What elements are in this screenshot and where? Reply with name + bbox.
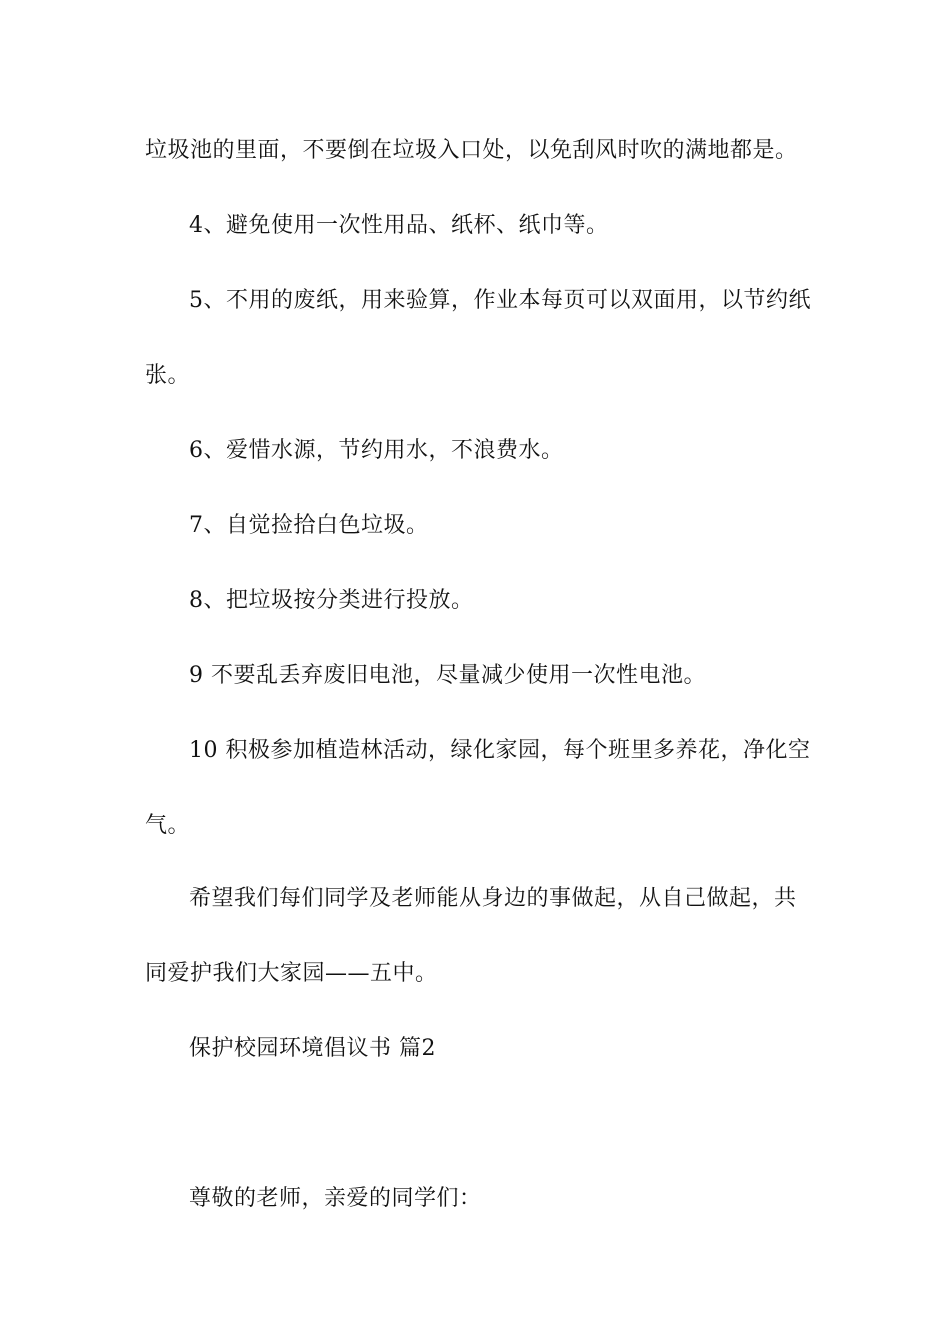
- list-item-9: 9 不要乱丢弃废旧电池，尽量减少使用一次性电池。: [189, 663, 706, 688]
- closing-paragraph: 希望我们每们同学及老师能从身边的事做起，从自己做起，共: [189, 886, 797, 911]
- list-item-10-continuation: 气。: [145, 813, 191, 838]
- list-item-6: 6、爱惜水源，节约用水，不浪费水。: [189, 438, 564, 463]
- closing-paragraph-continuation: 同爱护我们大家园——五中。: [145, 961, 438, 986]
- list-item-7: 7、自觉捡拾白色垃圾。: [189, 513, 429, 538]
- list-item-5-continuation: 张。: [145, 363, 191, 388]
- section-title: 保护校园环境倡议书 篇2: [189, 1036, 436, 1061]
- list-item-10: 10 积极参加植造林活动，绿化家园，每个班里多养花，净化空: [189, 738, 811, 763]
- list-item-4: 4、避免使用一次性用品、纸杯、纸巾等。: [189, 213, 609, 238]
- text-line-continuation: 垃圾池的里面，不要倒在垃圾入口处，以免刮风时吹的满地都是。: [145, 138, 798, 163]
- salutation: 尊敬的老师，亲爱的同学们：: [189, 1186, 482, 1211]
- list-item-8: 8、把垃圾按分类进行投放。: [189, 588, 474, 613]
- list-item-5: 5、不用的废纸，用来验算，作业本每页可以双面用，以节约纸: [189, 288, 811, 313]
